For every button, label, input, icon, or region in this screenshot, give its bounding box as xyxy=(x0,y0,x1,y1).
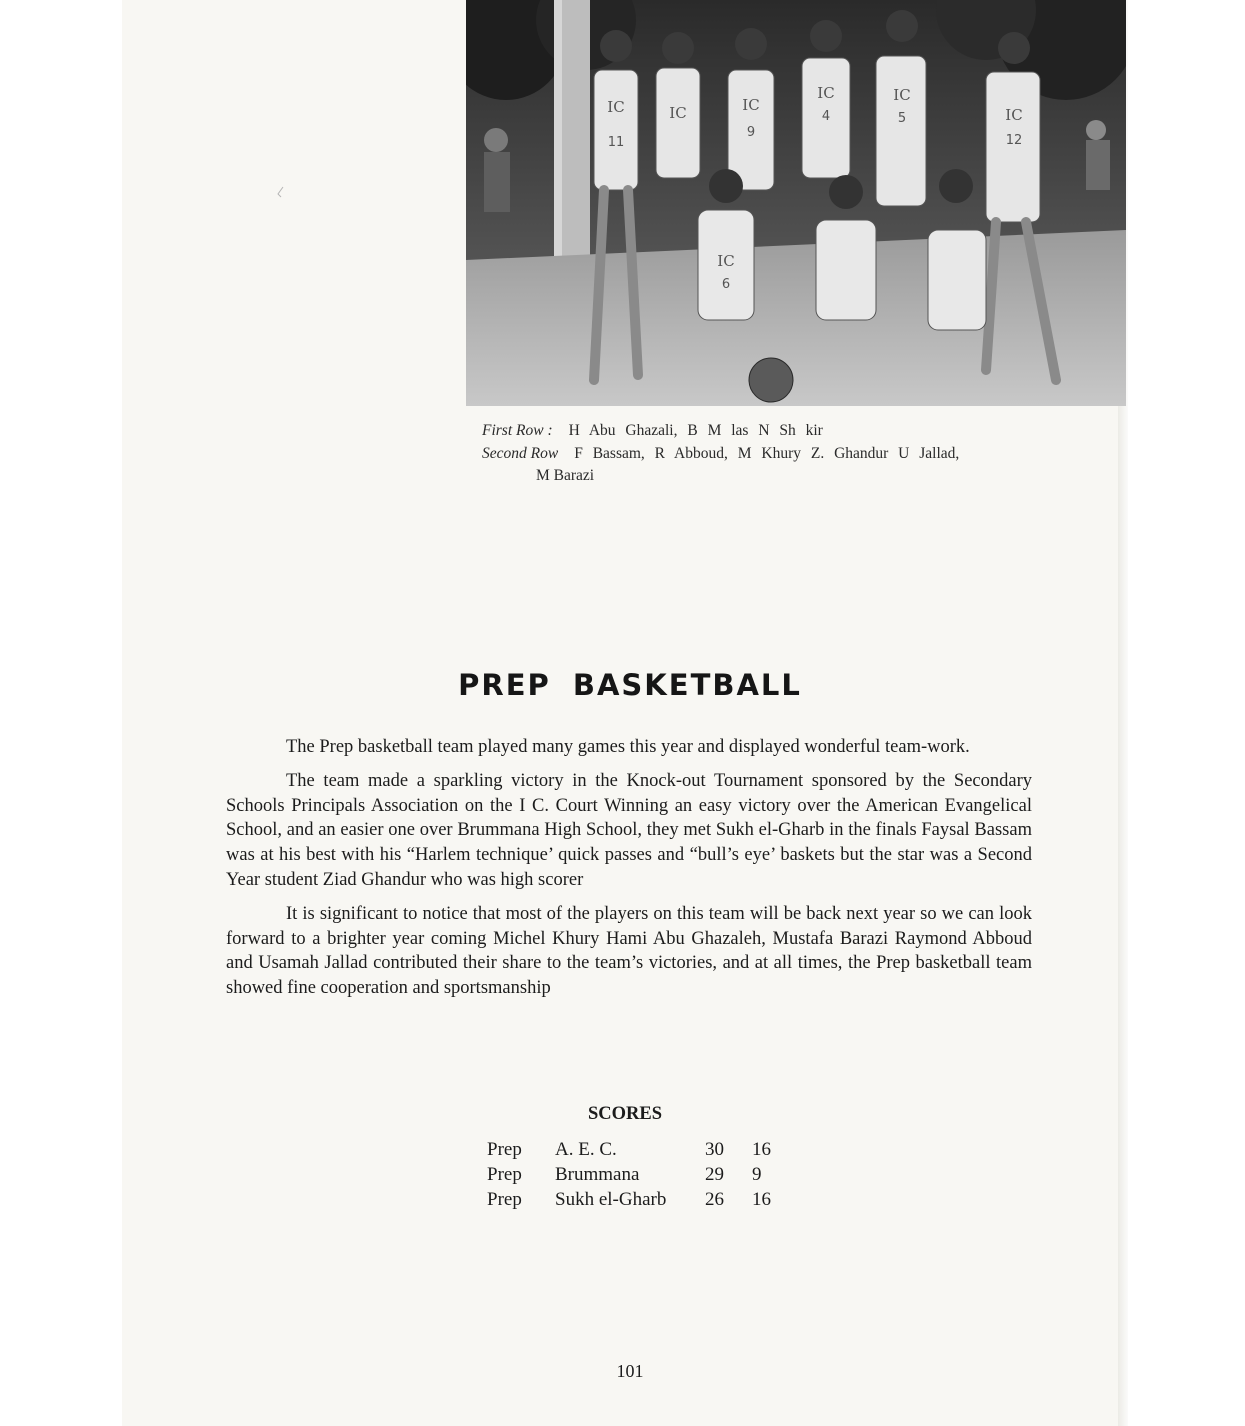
scores-opponent-score: 16 xyxy=(752,1139,771,1160)
article-body xyxy=(226,735,1032,1010)
team-photo xyxy=(466,0,1126,406)
scores-title: SCORES xyxy=(588,1104,663,1124)
caption-second-row-continued: M Barazi xyxy=(536,467,595,484)
jersey-letters: IC xyxy=(717,252,735,270)
team-photo-drawing xyxy=(466,0,1126,406)
jersey-letters: IC xyxy=(669,104,687,122)
scores-opponent: Sukh el-Gharb xyxy=(555,1189,667,1210)
scores-opponent: A. E. C. xyxy=(555,1139,617,1160)
jersey-letters: IC xyxy=(607,98,625,116)
caption-first-row xyxy=(482,420,1112,443)
scores-prep-score: 29 xyxy=(705,1164,724,1185)
article-paragraph: The team made a sparkling victory in the Knock-out Tournament sponsored by the Secondary Schools Principals Association on the I C. Court Winning an easy victory over the American Evangelical School, and an easier one over Brummana High School, they met Sukh el-Gharb in the finals Faysal Bassam was at his best with his “Harlem technique’ quick passes and “bull’s eye’ baskets but the star was a Second Year student Ziad Ghandur who was high scorer xyxy=(226,770,1032,890)
jersey-letters: IC xyxy=(742,96,760,114)
scores-row xyxy=(487,1187,771,1212)
scores-opponent-score: 16 xyxy=(752,1189,771,1210)
scores-row xyxy=(487,1162,771,1187)
caption-second-row-names: F Bassam, R Abboud, M Khury Z. Ghandur U Jallad, xyxy=(574,444,960,462)
page-number: 101 xyxy=(616,1361,644,1381)
article-paragraph: The Prep basketball team played many games this year and displayed wonderful team-work. xyxy=(286,737,970,757)
jersey-number: 11 xyxy=(607,135,625,150)
scores-team: Prep xyxy=(487,1139,522,1160)
scores-row xyxy=(487,1137,771,1162)
scores-team: Prep xyxy=(487,1164,522,1185)
caption-first-row-label: First Row : xyxy=(482,422,553,439)
caption-first-row-names: H Abu Ghazali, B M las N Sh kir xyxy=(568,422,823,439)
scores-prep-score: 30 xyxy=(705,1139,724,1160)
jersey-letters: IC xyxy=(1005,106,1023,124)
scores-opponent: Brummana xyxy=(555,1164,640,1185)
jersey-letters: IC xyxy=(817,84,835,102)
jersey-number: 9 xyxy=(746,125,756,140)
article-paragraph: It is significant to notice that most of the players on this team will be back next year so we can look forward to a brighter year coming Michel Khury Hami Abu Ghazaleh, Mustafa Barazi Raymond Abboud and Usamah Jallad contributed their share to the team’s victories, and at all times, the Prep basketball team showed fine cooperation and sportsmanship xyxy=(226,903,1032,999)
scores-prep-score: 26 xyxy=(705,1189,724,1210)
jersey-number: 12 xyxy=(1005,133,1023,148)
caption-second-row-label: Second Row xyxy=(482,444,559,462)
jersey-number: 4 xyxy=(821,109,831,124)
scores-team: Prep xyxy=(487,1189,522,1210)
photo-caption xyxy=(482,420,1112,488)
scores-opponent-score: 9 xyxy=(752,1164,762,1185)
jersey-number: 6 xyxy=(721,277,731,292)
pencil-mark xyxy=(275,186,285,198)
jersey-letters: IC xyxy=(893,86,911,104)
jersey-number: 5 xyxy=(897,111,907,126)
scores-table xyxy=(487,1137,771,1212)
article-title: PREP BASKETBALL xyxy=(458,668,802,702)
caption-second-row xyxy=(482,443,1112,466)
